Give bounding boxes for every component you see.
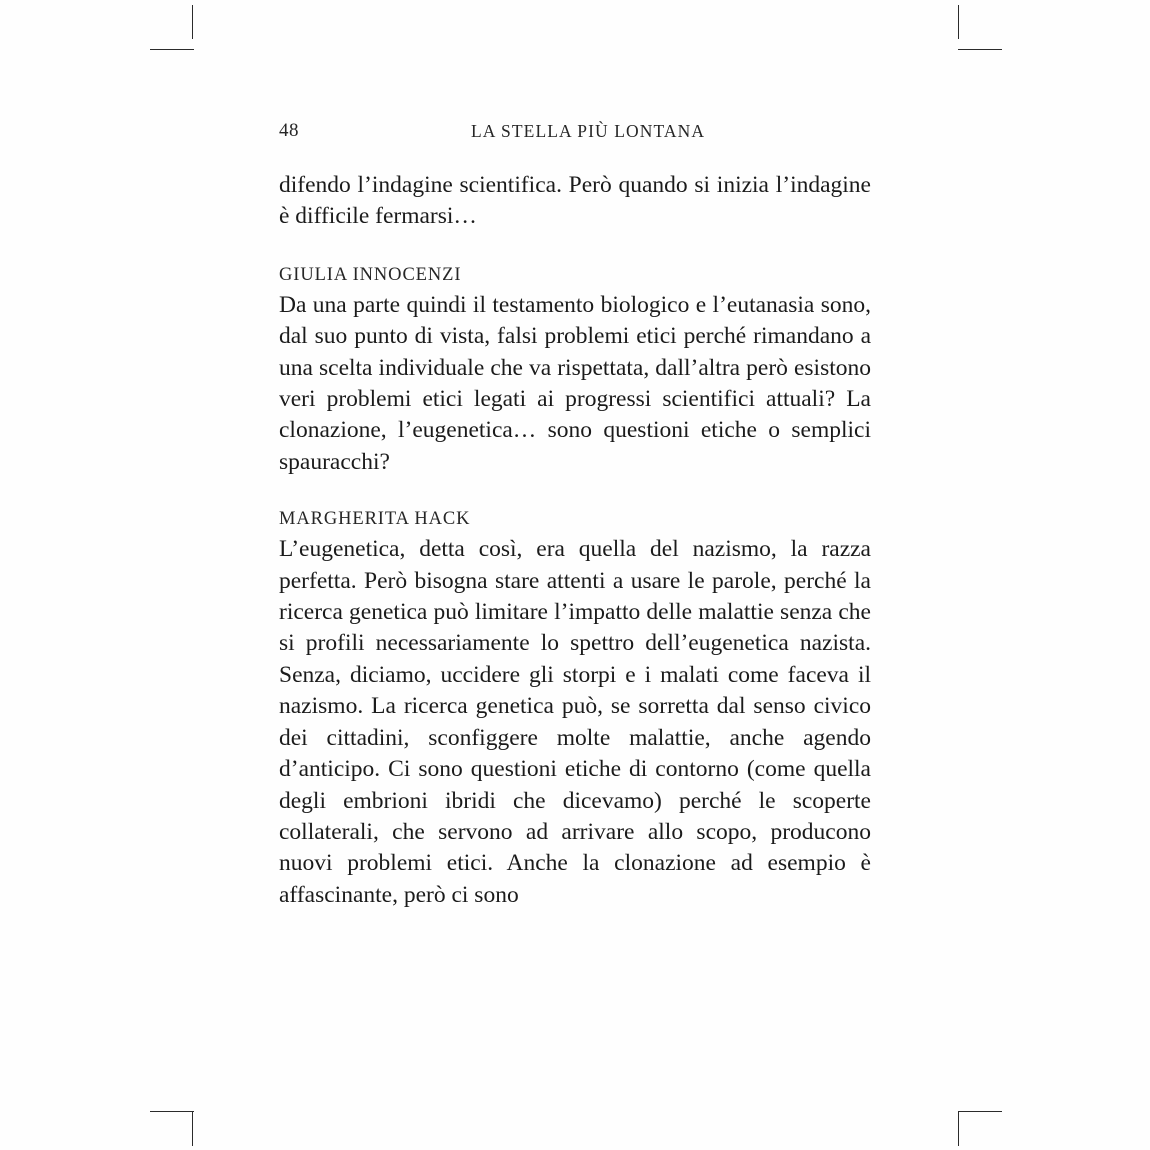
running-head-title: LA STELLA PIÙ LONTANA [471,121,706,141]
crop-mark-bottom-left-vertical [192,1112,193,1146]
page-number: 48 [279,120,299,141]
text-block [279,120,871,911]
opening-paragraph: difendo l’indagine scientifica. Però quando si inizia l’indagine è difficile fermarsi… [279,172,871,230]
crop-mark-top-left-vertical [192,5,193,39]
crop-mark-bottom-right-horizontal [958,1111,1002,1112]
speaker-name: GIULIA INNOCENZI [279,264,462,285]
crop-mark-bottom-right-vertical [958,1112,959,1146]
speaker-name: MARGHERITA HACK [279,509,471,530]
dialogue-block-2 [279,506,871,911]
crop-mark-top-right-vertical [958,5,959,39]
crop-mark-top-left-horizontal [150,49,194,50]
crop-mark-bottom-left-horizontal [150,1111,194,1112]
running-head [279,120,871,154]
crop-mark-top-right-horizontal [958,49,1002,50]
speaker-paragraph: L’eugenetica, detta così, era quella del nazismo, la razza perfetta. Però bisogna stare attenti a usare le parole, perché la ricerca genetica può limitare l’impatto delle malattie senza che si profili necessariamente lo spettro dell’eugenetica nazista. Senza, diciamo, uccidere gli storpi e i malati come faceva il nazismo. La ricerca genetica può, se sorretta dal senso civico dei cittadini, sconfiggere molte malattie, anche agendo d’anticipo. Ci sono questioni etiche di contorno (come quella degli embrioni ibridi che dicevamo) perché le scoperte collaterali, che servono ad arrivare allo scopo, producono nuovi problemi etici. Anche la clonazione ad esempio è affascinante, però ci sono [279,536,871,908]
dialogue-block-1 [279,262,871,478]
speaker-paragraph: Da una parte quindi il testamento biologico e l’eutanasia sono, dal suo punto di vista, falsi problemi etici perché rimandano a una scelta individuale che va rispettata, dall’altra però esistono veri problemi etici legati ai progressi scientifici attuali? La clonazione, l’eugenetica… sono questioni etiche o semplici spauracchi? [279,291,871,475]
